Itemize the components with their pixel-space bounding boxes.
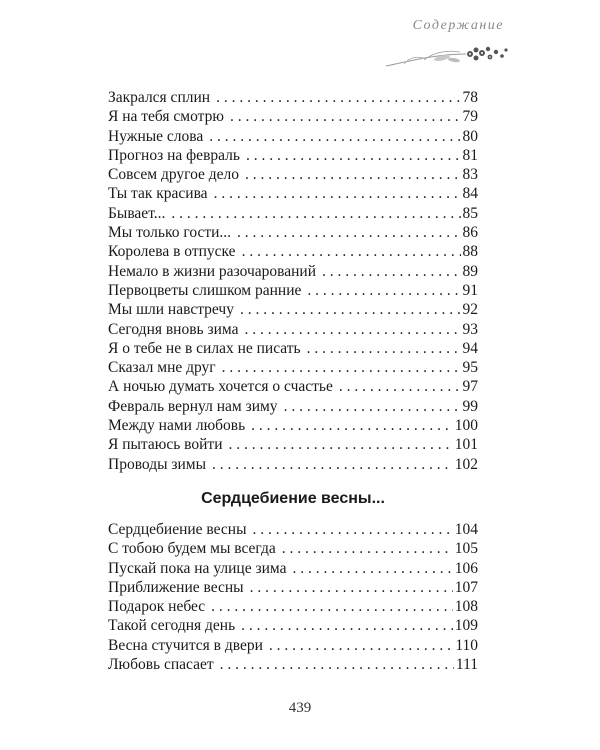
toc-entry-page: 86 xyxy=(462,224,478,242)
toc-entry xyxy=(108,262,478,281)
toc-dot-leader xyxy=(212,455,453,474)
toc-entry xyxy=(108,597,478,616)
toc-dot-leader xyxy=(211,597,453,616)
toc-entry-page: 100 xyxy=(454,417,478,435)
toc-dot-leader xyxy=(237,223,460,242)
toc-list-part2 xyxy=(108,520,478,674)
toc-entry-title: Февраль вернул нам зиму xyxy=(108,397,278,415)
toc-entry-page: 102 xyxy=(454,455,478,473)
toc-entry-title: Проводы зимы xyxy=(108,455,207,473)
toc-entry-title: Мы только гости... xyxy=(108,224,232,242)
toc-dot-leader xyxy=(339,377,461,396)
toc-entry-title: Бывает... xyxy=(108,204,166,222)
toc-entry-page: 81 xyxy=(462,146,478,164)
toc-entry xyxy=(108,88,478,107)
toc-entry-title: Я о тебе не в силах не писать xyxy=(108,339,301,357)
toc-entry xyxy=(108,281,478,300)
toc-entry-page: 104 xyxy=(454,521,478,538)
toc-entry xyxy=(108,520,478,539)
toc-entry-title: Я на тебя смотрю xyxy=(108,108,224,126)
toc-entry-page: 97 xyxy=(462,378,478,396)
toc-entry xyxy=(108,184,478,203)
section-heading: Сердцебиение весны... xyxy=(201,490,385,507)
toc-entry-title: Первоцветы слишком ранние xyxy=(108,281,302,299)
toc-dot-leader xyxy=(222,358,461,377)
toc-entry-page: 94 xyxy=(462,339,478,357)
toc-dot-leader xyxy=(214,184,461,203)
toc-entry-title: Пускай пока на улице зима xyxy=(108,559,287,577)
toc-entry-page: 88 xyxy=(462,243,478,261)
toc-entry-page: 105 xyxy=(454,540,478,558)
toc-dot-leader xyxy=(171,204,460,223)
toc-entry xyxy=(108,655,478,674)
toc-entry-page: 108 xyxy=(454,598,478,616)
toc-entry-page: 111 xyxy=(455,656,478,674)
toc-entry xyxy=(108,165,478,184)
toc-entry-title: Закрался сплин xyxy=(108,89,211,106)
toc-entry xyxy=(108,107,478,126)
toc-entry xyxy=(108,204,478,223)
toc-entry xyxy=(108,435,478,454)
toc-entry-title: Немало в жизни разочарований xyxy=(108,262,317,280)
toc-entry-page: 80 xyxy=(462,127,478,145)
toc-entry-page: 106 xyxy=(454,559,478,577)
toc-entry-title: Королева в отпуске xyxy=(108,243,236,261)
toc-entry-title: Приближение весны xyxy=(108,578,244,596)
toc-dot-leader xyxy=(246,146,461,165)
toc-dot-leader xyxy=(209,127,460,146)
toc-entry xyxy=(108,397,478,416)
toc-entry-page: 93 xyxy=(462,320,478,338)
toc-dot-leader xyxy=(242,242,461,261)
toc-dot-leader xyxy=(282,539,453,558)
toc-dot-leader xyxy=(250,578,453,597)
toc-entry-title: Мы шли навстречу xyxy=(108,301,234,319)
toc-entry-page: 78 xyxy=(462,89,478,106)
toc-entry xyxy=(108,636,478,655)
toc-dot-leader xyxy=(220,655,454,674)
toc-entry-page: 85 xyxy=(462,204,478,222)
toc-dot-leader xyxy=(240,300,461,319)
toc-entry-title: Сегодня вновь зима xyxy=(108,320,239,338)
page-number: 439 xyxy=(288,700,312,716)
toc-entry-page: 84 xyxy=(462,185,478,203)
toc-dot-leader xyxy=(269,636,453,655)
toc-entry-title: Любовь спасает xyxy=(108,656,214,674)
toc-entry-title: Прогноз на февраль xyxy=(108,146,240,164)
toc-entry-page: 83 xyxy=(462,166,478,184)
toc-entry xyxy=(108,223,478,242)
toc-entry-title: Совсем другое дело xyxy=(108,166,240,184)
toc-dot-leader xyxy=(322,262,460,281)
toc-entry-title: Сердцебиение весны xyxy=(108,521,247,538)
toc-entry-title: Я пытаюсь войти xyxy=(108,436,223,454)
toc-dot-leader xyxy=(307,339,461,358)
toc-dot-leader xyxy=(245,320,461,339)
toc-dot-leader xyxy=(245,165,460,184)
running-header-title: Содержание xyxy=(412,18,504,33)
toc-entry-title: С тобою будем мы всегда xyxy=(108,540,276,558)
toc-list-part1 xyxy=(108,88,478,474)
floral-ornament-icon xyxy=(384,40,524,70)
toc-dot-leader xyxy=(216,88,460,107)
toc-dot-leader xyxy=(230,107,461,126)
toc-entry-title: А ночью думать хочется о счастье xyxy=(108,378,333,396)
toc-entry xyxy=(108,559,478,578)
toc-entry xyxy=(108,127,478,146)
toc-entry xyxy=(108,300,478,319)
toc-entry-title: Такой сегодня день xyxy=(108,617,236,635)
toc-entry-title: Сказал мне друг xyxy=(108,359,216,377)
toc-entry-page: 91 xyxy=(462,281,478,299)
toc-entry-page: 92 xyxy=(462,301,478,319)
toc-dot-leader xyxy=(253,520,453,539)
toc-entry xyxy=(108,539,478,558)
toc-entry-title: Подарок небес xyxy=(108,598,206,616)
toc-entry xyxy=(108,320,478,339)
toc-entry-page: 101 xyxy=(454,436,478,454)
toc-entry xyxy=(108,578,478,597)
toc-entry-title: Нужные слова xyxy=(108,127,204,145)
toc-dot-leader xyxy=(241,616,453,635)
toc-entry-title: Ты так красива xyxy=(108,185,208,203)
toc-entry xyxy=(108,616,478,635)
toc-entry xyxy=(108,416,478,435)
toc-entry-page: 109 xyxy=(454,617,478,635)
toc-dot-leader xyxy=(284,397,461,416)
toc-entry-page: 107 xyxy=(454,578,478,596)
toc-entry-page: 99 xyxy=(462,397,478,415)
toc-dot-leader xyxy=(292,559,452,578)
toc-entry-page: 110 xyxy=(455,636,478,654)
toc-entry xyxy=(108,377,478,396)
toc-dot-leader xyxy=(229,435,453,454)
toc-entry xyxy=(108,455,478,474)
toc-entry-title: Между нами любовь xyxy=(108,417,246,435)
toc-dot-leader xyxy=(307,281,460,300)
toc-entry xyxy=(108,358,478,377)
toc-entry xyxy=(108,146,478,165)
toc-entry xyxy=(108,339,478,358)
toc-dot-leader xyxy=(251,416,453,435)
toc-entry xyxy=(108,242,478,261)
toc-entry-title: Весна стучится в двери xyxy=(108,636,263,654)
toc-entry-page: 79 xyxy=(462,108,478,126)
toc-entry-page: 89 xyxy=(462,262,478,280)
toc-entry-page: 95 xyxy=(462,359,478,377)
